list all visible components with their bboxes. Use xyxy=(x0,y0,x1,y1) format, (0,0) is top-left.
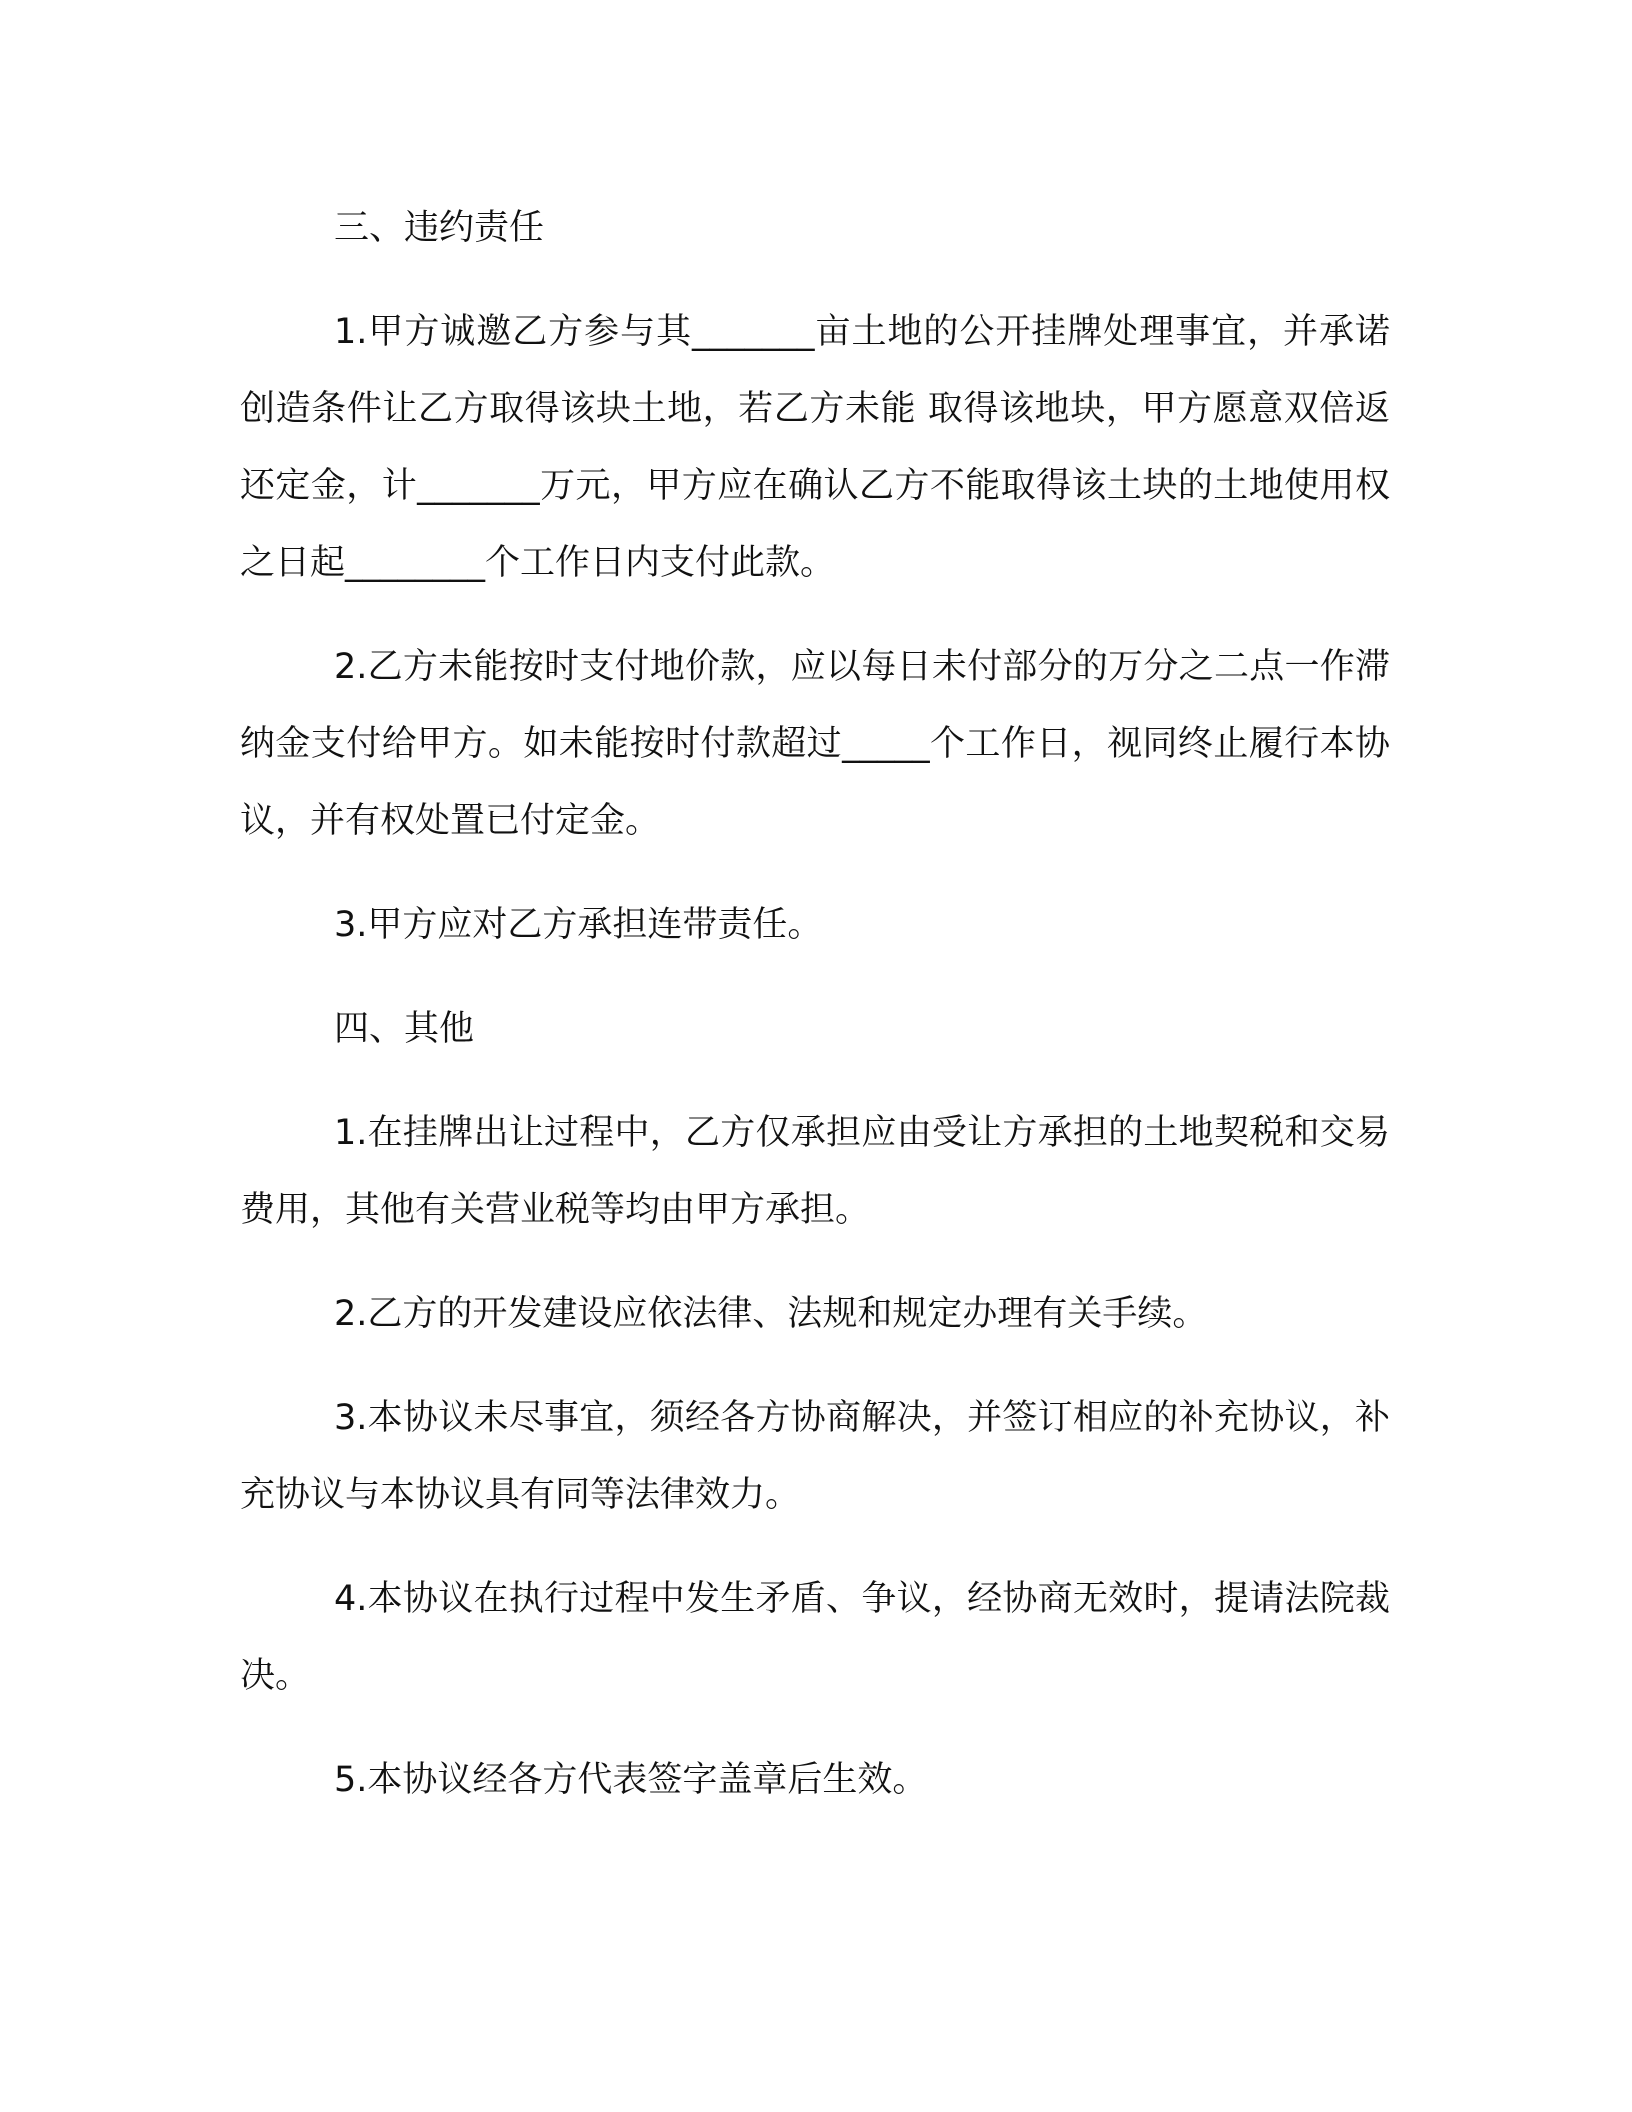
section-heading-breach-liability: 三、违约责任 xyxy=(334,208,545,248)
clause-4-2: 2.乙方的开发建设应依法律、法规和规定办理有关手续。 xyxy=(334,1294,1208,1334)
section-heading-other: 四、其他 xyxy=(334,1009,475,1049)
clause-3-1: 1.甲方诚邀乙方参与其_______亩土地的公开挂牌处理事宜，并承诺创造条件让乙方取得该块土地，若乙方未能 取得该地块，甲方愿意双倍返还定金，计_______万元，甲方应在确认乙方不能取得该土块的土地使用权之日起________个工作日内支付此款。 xyxy=(240,312,1390,583)
clause-3-2: 2.乙方未能按时支付地价款，应以每日未付部分的万分之二点一作滞纳金支付给甲方。如未能按时付款超过_____个工作日，视同终止履行本协议，并有权处置已付定金。 xyxy=(240,647,1390,841)
clause-3-3: 3.甲方应对乙方承担连带责任。 xyxy=(334,905,823,945)
clause-4-3: 3.本协议未尽事宜，须经各方协商解决，并签订相应的补充协议，补充协议与本协议具有同等法律效力。 xyxy=(240,1398,1390,1515)
document-page xyxy=(240,190,1390,1846)
clause-4-5: 5.本协议经各方代表签字盖章后生效。 xyxy=(334,1760,928,1800)
clause-4-4: 4.本协议在执行过程中发生矛盾、争议，经协商无效时，提请法院裁决。 xyxy=(240,1579,1390,1696)
clause-4-1: 1.在挂牌出让过程中，乙方仅承担应由受让方承担的土地契税和交易费用，其他有关营业税等均由甲方承担。 xyxy=(240,1113,1390,1230)
